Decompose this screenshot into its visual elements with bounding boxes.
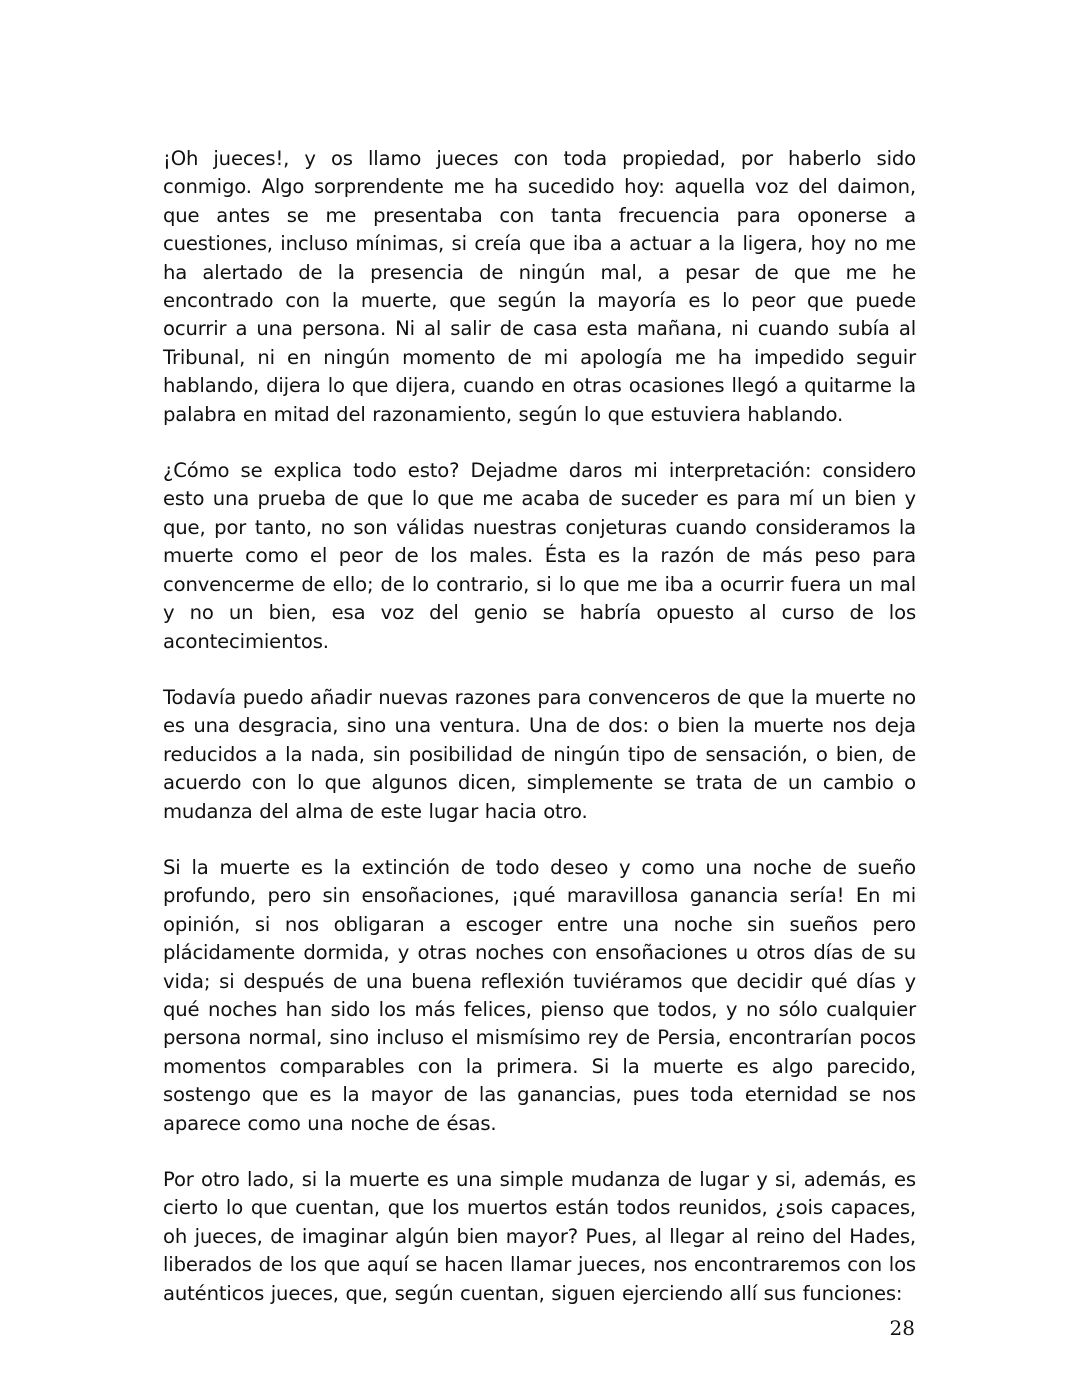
paragraph-3: Todavía puedo añadir nuevas razones para convenceros de que la muerte no es una desgracia, sino una ventura. Una de dos: o bien la muerte nos deja reducidos a la nada, sin posibilidad de ningún tipo de sensación, o bien, de acuerdo con lo que algunos dicen, simplemente se trata de un cambio o mudanza del alma de este lugar hacia otro. bbox=[163, 685, 916, 823]
body-text bbox=[163, 145, 916, 1336]
paragraph-4: Si la muerte es la extinción de todo deseo y como una noche de sueño profundo, pero sin ensoñaciones, ¡qué maravillosa ganancia sería! En mi opinión, si nos obligaran a escoger entre una noche sin sueños pero plácidamente dormida, y otras noches con ensoñaciones u otros días de su vida; si después de una buena reflexión tuviéramos que decidir qué días y qué noches han sido los más felices, pienso que todos, y no sólo cualquier persona normal, sino incluso el mismísimo rey de Persia, encontrarían pocos momentos comparables con la primera. Si la muerte es algo parecido, sostengo que es la mayor de las ganancias, pues toda eternidad se nos aparece como una noche de ésas. bbox=[163, 855, 916, 1135]
paragraph-5: Por otro lado, si la muerte es una simple mudanza de lugar y si, además, es cierto lo que cuentan, que los muertos están todos reunidos, ¿sois capaces, oh jueces, de imaginar algún bien mayor? Pues, al llegar al reino del Hades, liberados de los que aquí se hacen llamar jueces, nos encontraremos con los auténticos jueces, que, según cuentan, siguen ejerciendo allí sus funciones: bbox=[163, 1168, 916, 1305]
page-number: 28 bbox=[889, 1316, 915, 1340]
paragraph-2: ¿Cómo se explica todo esto? Dejadme daros mi interpretación: considero esto una prueba de que lo que me acaba de suceder es para mí un bien y que, por tanto, no son válidas nuestras conjeturas cuando consideramos la muerte como el peor de los males. Ésta es la razón de más peso para convencerme de ello; de lo contrario, si lo que me iba a ocurrir fuera un mal y no un bien, esa voz del genio se habría opuesto al curso de los acontecimientos. bbox=[163, 459, 916, 653]
paragraph-1: ¡Oh jueces!, y os llamo jueces con toda propiedad, por haberlo sido conmigo. Algo sorprendente me ha sucedido hoy: aquella voz del daimon, que antes se me presentaba con tanta frecuencia para oponerse a cuestiones, incluso mínimas, si creía que iba a actuar a la ligera, hoy no me ha alertado de la presencia de ningún mal, a pesar de que me he encontrado con la muerte, que según la mayoría es lo peor que puede ocurrir a una persona. Ni al salir de casa esta mañana, ni cuando subía al Tribunal, ni en ningún momento de mi apología me ha impedido seguir hablando, dijera lo que dijera, cuando en otras ocasiones llegó a quitarme la palabra en mitad del razonamiento, según lo que estuviera hablando. bbox=[163, 147, 916, 426]
